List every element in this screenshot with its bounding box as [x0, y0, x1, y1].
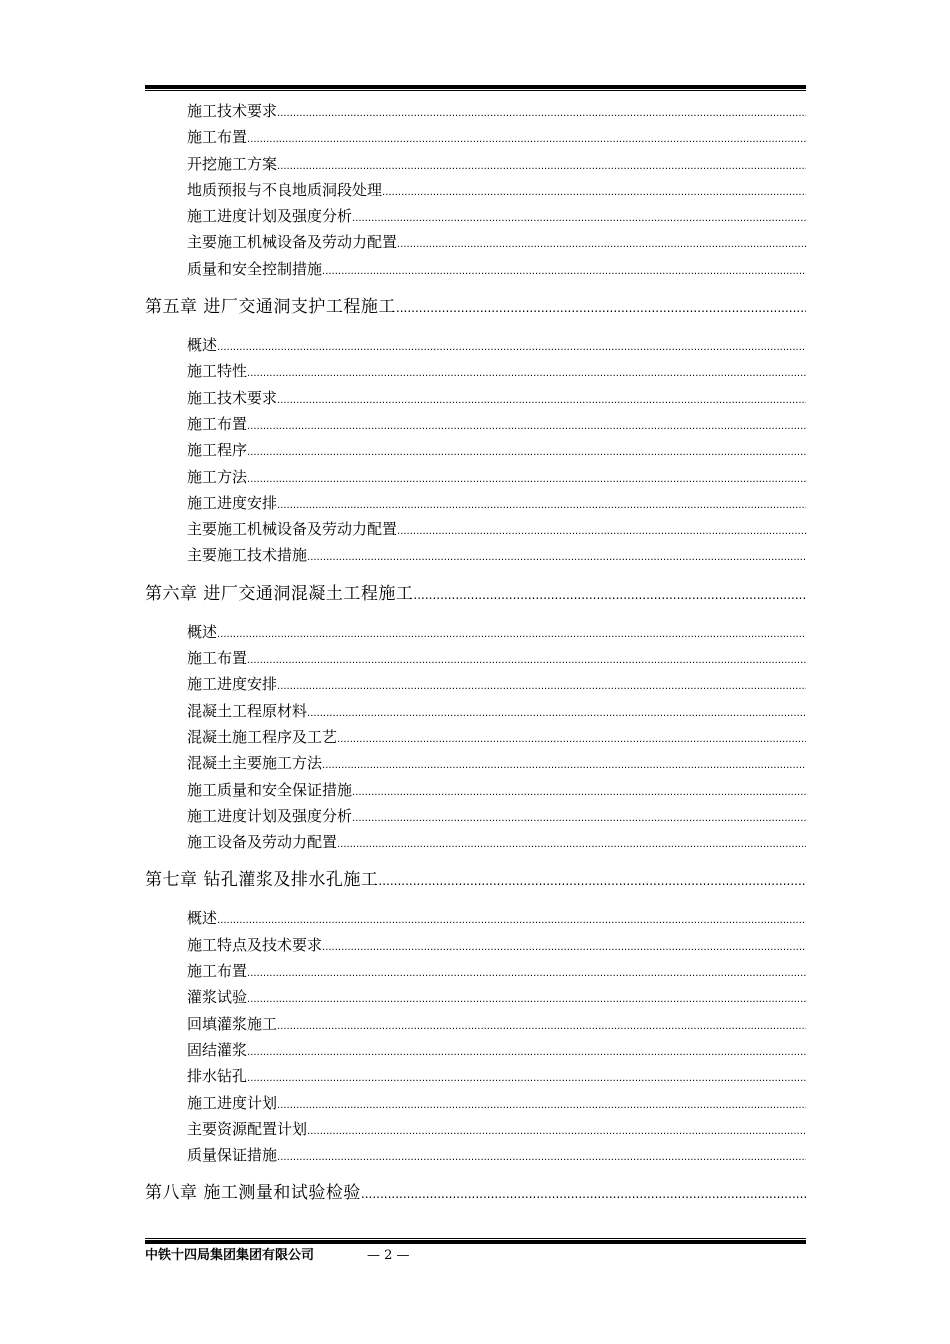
toc-section-entry[interactable] [145, 332, 806, 358]
toc-dot-leader [247, 361, 806, 387]
toc-section-entry[interactable] [145, 619, 806, 645]
toc-section-entry[interactable] [145, 358, 806, 384]
toc-entry-title: 回填灌浆施工 [187, 1014, 278, 1033]
toc-entry-title: 混凝土工程原材料 [187, 701, 308, 720]
toc-section-entry[interactable] [145, 124, 806, 150]
toc-dot-leader [247, 467, 806, 493]
toc-entry-title: 固结灌浆 [187, 1040, 248, 1059]
toc-entry-title: 施工特性 [187, 362, 248, 381]
toc-dot-leader [307, 545, 806, 571]
toc-section-entry[interactable] [145, 750, 806, 776]
toc-entry-title: 施工技术要求 [187, 388, 278, 407]
toc-entry-title: 施工质量和安全保证措施 [187, 780, 353, 799]
toc-dot-leader [277, 101, 806, 127]
toc-section-entry[interactable] [145, 1011, 806, 1037]
toc-dot-leader [352, 806, 806, 832]
toc-dot-leader [247, 414, 806, 440]
toc-entry-title: 施工进度安排 [187, 675, 278, 694]
toc-entry-title: 灌浆试验 [187, 988, 248, 1007]
toc-section-entry[interactable] [145, 516, 806, 542]
toc-dot-leader [337, 727, 806, 753]
toc-dot-leader [217, 335, 806, 361]
toc-section-entry[interactable] [145, 411, 806, 437]
toc-section-entry[interactable] [145, 803, 806, 829]
toc-dot-leader [322, 259, 806, 285]
toc-dot-leader [337, 832, 806, 858]
toc-dot-leader [247, 1040, 806, 1066]
toc-entry-title: 主要施工机械设备及劳动力配置 [187, 520, 398, 539]
toc-section-entry[interactable] [145, 256, 806, 282]
toc-entry-title: 第八章 施工测量和试验检验 [145, 1183, 361, 1204]
toc-dot-leader [352, 780, 806, 806]
toc-section-entry[interactable] [145, 932, 806, 958]
toc-dot-leader [277, 1093, 806, 1119]
toc-chapter-entry[interactable] [145, 575, 806, 613]
toc-chapter-entry[interactable] [145, 861, 806, 899]
toc-entry-title: 排水钻孔 [187, 1067, 248, 1086]
toc-section-entry[interactable] [145, 542, 806, 568]
toc-entry-title: 施工布置 [187, 962, 248, 981]
page-number: — 2 — [367, 1248, 410, 1263]
toc-section-entry[interactable] [145, 829, 806, 855]
toc-section-entry[interactable] [145, 98, 806, 124]
toc-entry-title: 主要施工技术措施 [187, 546, 308, 565]
toc-entry-title: 施工技术要求 [187, 102, 278, 120]
toc-entry-title: 施工布置 [187, 649, 248, 668]
toc-dot-leader [361, 1175, 806, 1213]
toc-section-entry[interactable] [145, 177, 806, 203]
toc-dot-leader [247, 127, 806, 153]
toc-entry-title: 概述 [187, 909, 218, 928]
toc-entry-title: 混凝土主要施工方法 [187, 754, 323, 773]
toc-entry-title: 施工设备及劳动力配置 [187, 833, 338, 852]
toc-section-entry[interactable] [145, 464, 806, 490]
toc-section-entry[interactable] [145, 229, 806, 255]
toc-entry-title: 概述 [187, 622, 218, 641]
header-rule [145, 85, 806, 92]
toc-section-entry[interactable] [145, 698, 806, 724]
toc-entry-title: 地质预报与不良地质洞段处理 [187, 180, 383, 199]
toc-dot-leader [307, 701, 806, 727]
toc-entry-title: 概述 [187, 336, 218, 355]
toc-dot-leader [396, 289, 806, 327]
toc-entry-title: 开挖施工方案 [187, 154, 278, 173]
toc-section-entry[interactable] [145, 203, 806, 229]
toc-dot-leader [322, 935, 806, 961]
toc-entry-title: 第七章 钻孔灌浆及排水孔施工 [145, 870, 379, 891]
page-footer [145, 1245, 806, 1267]
toc-dot-leader [277, 1014, 806, 1040]
toc-section-entry[interactable] [145, 671, 806, 697]
toc-section-entry[interactable] [145, 984, 806, 1010]
toc-section-entry[interactable] [145, 724, 806, 750]
toc-dot-leader [247, 1066, 806, 1092]
toc-section-entry[interactable] [145, 905, 806, 931]
footer-company: 中铁十四局集团集团有限公司 [145, 1248, 315, 1263]
toc-entry-title: 施工方法 [187, 467, 248, 486]
toc-chapter-entry[interactable] [145, 1174, 806, 1212]
toc-section-entry[interactable] [145, 958, 806, 984]
toc-section-entry[interactable] [145, 1142, 806, 1168]
toc-section-entry[interactable] [145, 490, 806, 516]
toc-dot-leader [397, 232, 806, 258]
toc-dot-leader [277, 674, 806, 700]
toc-entry-title: 主要资源配置计划 [187, 1119, 308, 1138]
toc-entry-title: 施工特点及技术要求 [187, 935, 323, 954]
toc-entry-title: 施工进度计划 [187, 1093, 278, 1112]
toc-dot-leader [322, 753, 806, 779]
toc-chapter-entry[interactable] [145, 288, 806, 326]
toc-dot-leader [247, 648, 806, 674]
toc-dot-leader [413, 576, 806, 614]
toc-entry-title: 质量和安全控制措施 [187, 259, 323, 278]
toc-dot-leader [277, 1145, 806, 1171]
toc-section-entry[interactable] [145, 1037, 806, 1063]
toc-dot-leader [378, 862, 806, 900]
toc-dot-leader [247, 961, 806, 987]
toc-entry-title: 施工进度计划及强度分析 [187, 207, 353, 226]
toc-dot-leader [352, 206, 806, 232]
toc-dot-leader [247, 987, 806, 1013]
toc-section-entry[interactable] [145, 151, 806, 177]
toc-entry-title: 施工布置 [187, 128, 248, 147]
toc-section-entry[interactable] [145, 777, 806, 803]
toc-entry-title: 施工进度计划及强度分析 [187, 806, 353, 825]
toc-section-entry[interactable] [145, 1090, 806, 1116]
toc-entry-title: 主要施工机械设备及劳动力配置 [187, 233, 398, 252]
toc-entry-title: 施工程序 [187, 441, 248, 460]
toc-entry-title: 混凝土施工程序及工艺 [187, 727, 338, 746]
toc-section-entry[interactable] [145, 1116, 806, 1142]
toc-dot-leader [247, 440, 806, 466]
toc-entry-title: 质量保证措施 [187, 1146, 278, 1165]
toc-dot-leader [307, 1119, 806, 1145]
toc-dot-leader [382, 180, 806, 206]
footer-rule [145, 1238, 806, 1245]
toc-entry-title: 第五章 进厂交通洞支护工程施工 [145, 297, 396, 318]
toc-dot-leader [277, 388, 806, 414]
toc-dot-leader [217, 622, 806, 648]
toc-dot-leader [397, 519, 806, 545]
toc-entry-title: 施工进度安排 [187, 493, 278, 512]
toc-section-entry[interactable] [145, 1063, 806, 1089]
table-of-contents [145, 98, 806, 1218]
toc-entry-title: 施工布置 [187, 414, 248, 433]
toc-section-entry[interactable] [145, 645, 806, 671]
toc-section-entry[interactable] [145, 437, 806, 463]
toc-entry-title: 第六章 进厂交通洞混凝土工程施工 [145, 583, 414, 604]
toc-section-entry[interactable] [145, 385, 806, 411]
